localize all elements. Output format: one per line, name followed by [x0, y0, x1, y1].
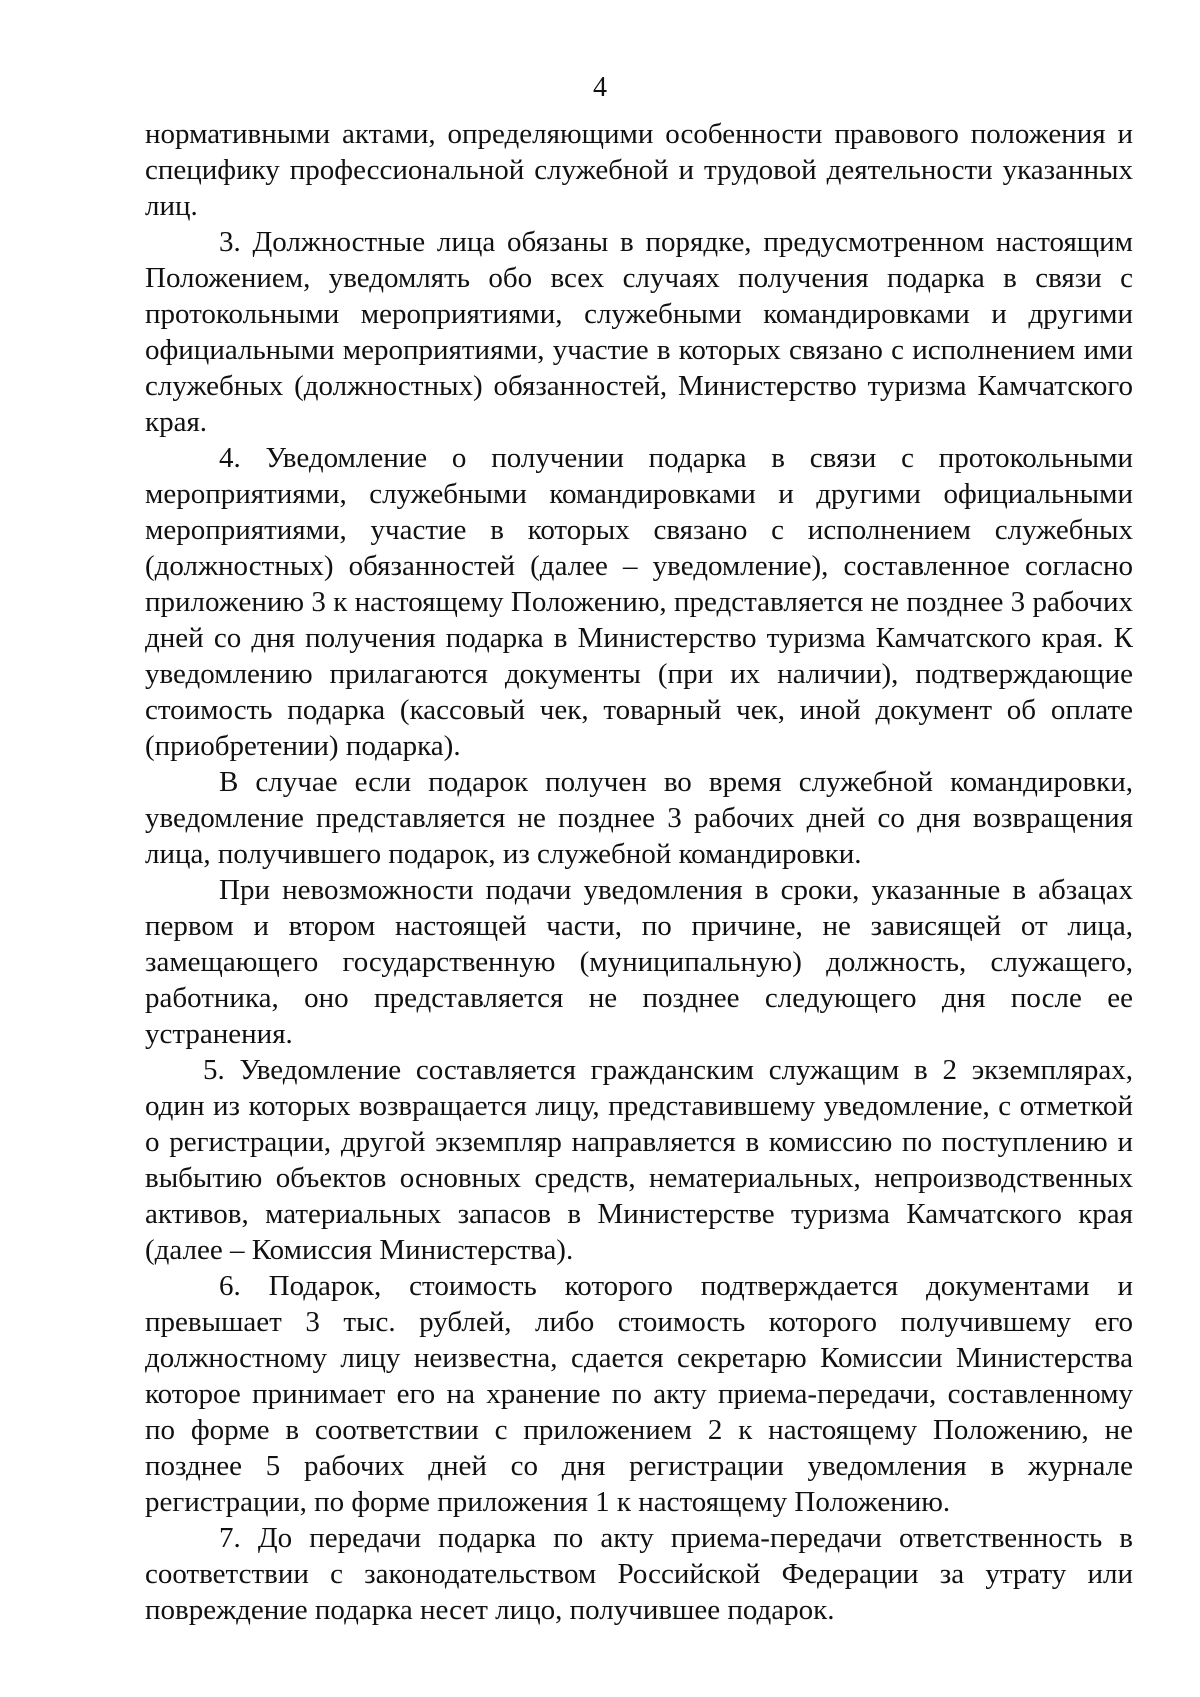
paragraph-item-4-business-trip: В случае если подарок получен во время служебной командировки, уведомление представляется не позднее 3 рабочих дней со дня возвращения лица, получившего подарок, из служебной командировки.	[145, 766, 1133, 870]
paragraph-item-6: 6. Подарок, стоимость которого подтверждается документами и превышает 3 тыс. рублей, либо стоимость которого получившему его должностному лицу неизвестна, сдается секретарю Комиссии Министерства которое принимает его на хранение по акту приема-передачи, составленному по форме в соответствии с приложением 2 к настоящему Положению, не позднее 5 рабочих дней со дня регистрации уведомления в журнале регистрации, по форме приложения 1 к настоящему Положению.	[145, 1270, 1133, 1518]
paragraph-item-4-impossibility: При невозможности подачи уведомления в сроки, указанные в абзацах первом и втором настоящей части, по причине, не зависящей от лица, замещающего государственную (муниципальную) должность, служащего, работника, оно представляется не позднее следующего дня после ее устранения.	[145, 874, 1133, 1050]
paragraph-item-5: 5. Уведомление составляется гражданским служащим в 2 экземплярах, один из которых возвращается лицу, представившему уведомление, с отметкой о регистрации, другой экземпляр направляется в комиссию по поступлению и выбытию объектов основных средств, нематериальных, непроизводственных активов, материальных запасов в Министерстве туризма Камчатского края (далее – Комиссия Министерства).	[145, 1054, 1133, 1266]
document-body	[145, 116, 1133, 1628]
page-number: 4	[593, 72, 607, 103]
paragraph-item-7: 7. До передачи подарка по акту приема-передачи ответственность в соответствии с законодательством Российской Федерации за утрату или повреждение подарка несет лицо, получившее подарок.	[145, 1522, 1133, 1626]
paragraph-item-4: 4. Уведомление о получении подарка в связи с протокольными мероприятиями, служебными командировками и другими официальными мероприятиями, участие в которых связано с исполнением служебных (должностных) обязанностей (далее – уведомление), составленное согласно приложению 3 к настоящему Положению, представляется не позднее 3 рабочих дней со дня получения подарка в Министерство туризма Камчатского края. К уведомлению прилагаются документы (при их наличии), подтверждающие стоимость подарка (кассовый чек, товарный чек, иной документ об оплате (приобретении) подарка).	[145, 442, 1133, 762]
paragraph-continuation: нормативными актами, определяющими особенности правового положения и специфику профессиональной служебной и трудовой деятельности указанных лиц.	[145, 118, 1133, 222]
paragraph-item-3: 3. Должностные лица обязаны в порядке, предусмотренном настоящим Положением, уведомлять обо всех случаях получения подарка в связи с протокольными мероприятиями, служебными командировками и другими официальными мероприятиями, участие в которых связано с исполнением ими служебных (должностных) обязанностей, Министерство туризма Камчатского края.	[145, 226, 1133, 438]
